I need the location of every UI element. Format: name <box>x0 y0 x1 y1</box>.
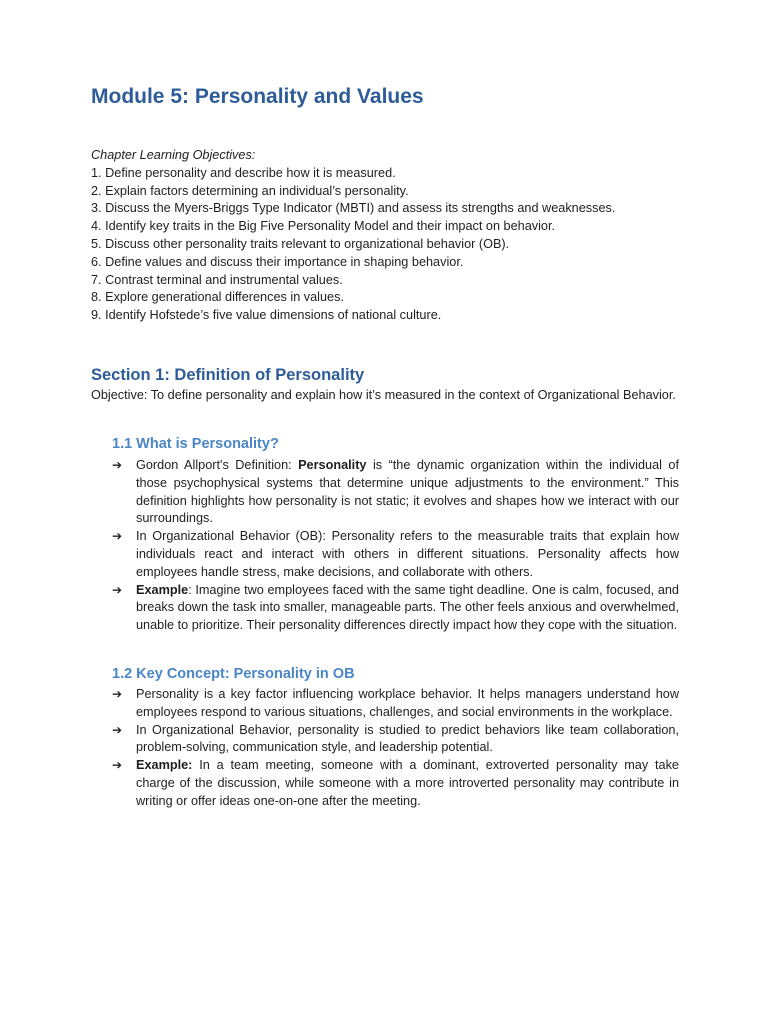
objectives-lead: Chapter Learning Objectives: <box>91 148 256 162</box>
objective-item: 8. Explore generational differences in values. <box>91 290 344 305</box>
objective-item: 4. Identify key traits in the Big Five Personality Model and their impact on behavior. <box>91 219 556 234</box>
objective-item: 1. Define personality and describe how it is measured. <box>91 165 396 180</box>
objective-item: 2. Explain factors determining an individual’s personality. <box>91 183 409 198</box>
section-title: Section 1: Definition of Personality <box>91 366 365 384</box>
bullet-item: ➔ In Organizational Behavior (OB): Personality refers to the measurable traits that explain how individuals react and interact with others in different situations. Personality affects how employees handle stress, make decisions, and collaborate with others. <box>112 529 679 579</box>
objective-item: 3. Discuss the Myers-Briggs Type Indicator (MBTI) and assess its strengths and weaknesses. <box>91 201 616 216</box>
bullet-item: ➔ Example: In a team meeting, someone with a dominant, extroverted personality may take charge of the discussion, while someone with a more introverted personality may contribute in writing or offer ideas one-on-one after the meeting. <box>112 758 679 808</box>
arrow-bullet-icon: ➔ <box>112 458 123 472</box>
subsection-1-1-bullets <box>112 457 679 635</box>
arrow-bullet-icon: ➔ <box>112 529 123 544</box>
bullet-item: ➔ In Organizational Behavior, personality is studied to predict behaviors like team collaboration, problem-solving, communication style, and leadership potential. <box>112 722 679 755</box>
bullet-item: ➔ Personality is a key factor influencing workplace behavior. It helps managers understand how employees respond to various situations, challenges, and social environments in the workplace. <box>112 687 679 719</box>
subsection-title-1-1: 1.1 What is Personality? <box>112 436 279 452</box>
objective-item: 6. Define values and discuss their importance in shaping behavior. <box>91 254 464 269</box>
objective-item: 7. Contrast terminal and instrumental values. <box>91 272 343 287</box>
arrow-bullet-icon: ➔ <box>112 687 123 701</box>
arrow-bullet-icon: ➔ <box>112 582 123 597</box>
bullet-item: ➔ Example: Imagine two employees faced with the same tight deadline. One is calm, focused, and breaks down the task into smaller, manageable parts. The other feels anxious and overwhelmed, unable to prioritize. Their personality differences directly impact how they cope with the situation. <box>112 582 679 633</box>
subsection-title-1-2: 1.2 Key Concept: Personality in OB <box>112 666 355 682</box>
arrow-bullet-icon: ➔ <box>112 758 123 773</box>
objective-item: 9. Identify Hofstede’s five value dimensions of national culture. <box>91 308 442 323</box>
page-title: Module 5: Personality and Values <box>91 85 424 108</box>
arrow-bullet-icon: ➔ <box>112 722 123 737</box>
bullet-item: ➔ Gordon Allport's Definition: Personality is “the dynamic organization within the individual of those psychophysical systems that determine unique adjustments to the environment.” This definition highlights how personality is not static; it evolves and shapes how we interact with our surroundings. <box>112 458 679 526</box>
learning-objectives <box>91 147 679 325</box>
objective-item: 5. Discuss other personality traits relevant to organizational behavior (OB). <box>91 236 510 251</box>
section-objective: Objective: To define personality and explain how it’s measured in the context of Organizational Behavior. <box>91 388 676 402</box>
subsection-1-2-bullets <box>112 686 679 811</box>
objectives-list <box>91 165 679 325</box>
